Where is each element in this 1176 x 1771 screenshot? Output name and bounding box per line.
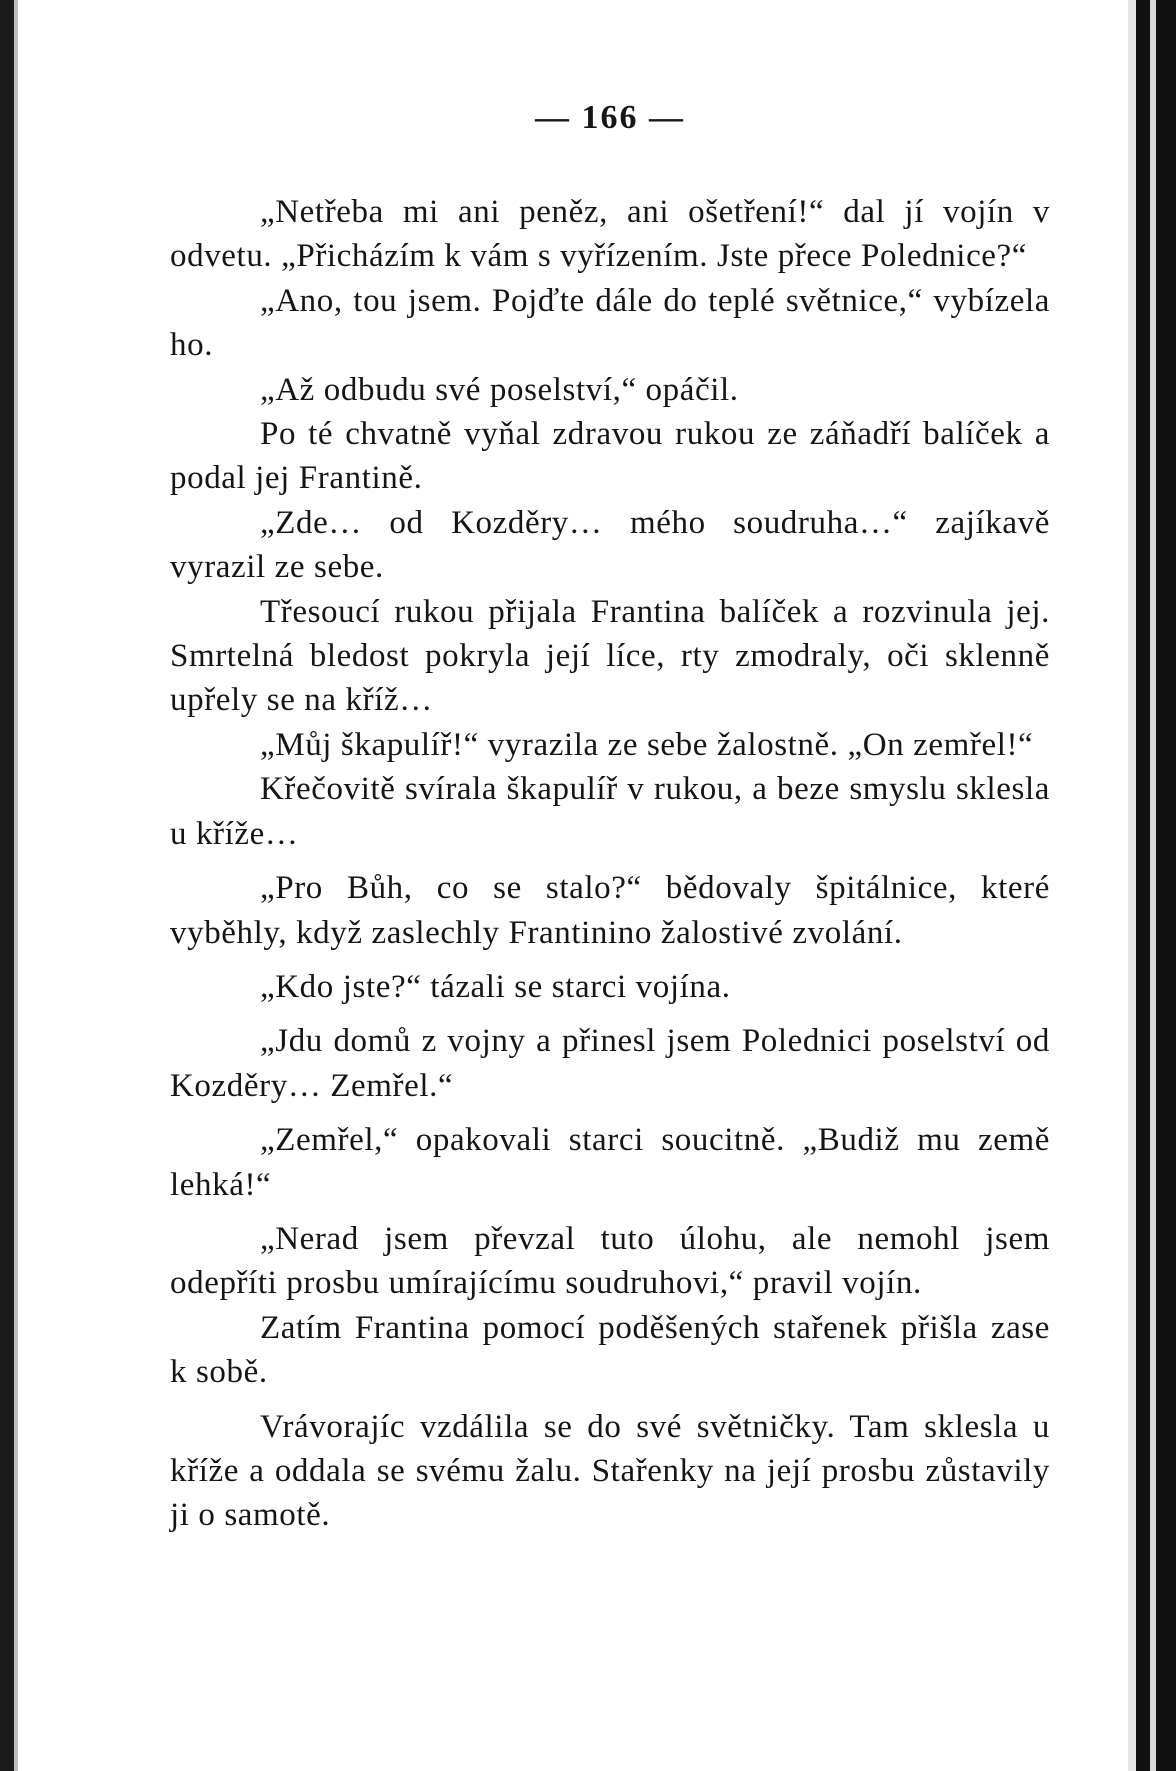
scan-edge-right-gap bbox=[1128, 0, 1136, 1771]
paragraph: Zatím Frantina pomocí poděšených stařenek přišla zase k sobě. bbox=[170, 1309, 1050, 1391]
paragraph: „Můj škapulíř!“ vyrazila ze sebe žalostně. „On zemřel!“ bbox=[260, 726, 1034, 763]
paragraph: Vrávorajíc vzdálila se do své světničky. Tam sklesla u kříže a oddala se svému žalu. Stařenky na její prosbu zůstavily ji o samotě. bbox=[170, 1408, 1050, 1534]
book-page bbox=[170, 96, 1050, 1538]
page-number: — 166 — bbox=[535, 99, 685, 136]
paragraph: „Zde… od Kozděry… mého soudruha…“ zajíkavě vyrazil ze sebe. bbox=[170, 504, 1050, 586]
paragraph: „Zemřel,“ opakovali starci soucitně. „Budiž mu země lehká!“ bbox=[170, 1122, 1050, 1203]
scan-edge-left bbox=[0, 0, 14, 1771]
paragraph: „Pro Bůh, co se stalo?“ bědovaly špitálnice, které vyběhly, když zaslechly Frantinino žalostivé zvolání. bbox=[170, 870, 1050, 951]
paragraph: „Kdo jste?“ tázali se starci vojína. bbox=[260, 968, 731, 1005]
paragraph: „Nerad jsem převzal tuto úlohu, ale nemohl jsem odepříti prosbu umírajícímu soudruhovi,“ pravil vojín. bbox=[170, 1220, 1050, 1302]
scan-edge-left-inner bbox=[14, 0, 18, 1771]
paragraph: Třesoucí rukou přijala Frantina balíček a rozvinula jej. Smrtelná bledost pokryla její líce, rty zmodraly, oči sklenně upřely se na kříž… bbox=[170, 593, 1050, 719]
paragraph: „Netřeba mi ani peněz, ani ošetření!“ dal jí vojín v odvetu. „Přicházím k vám s vyřízením. Jste přece Polednice?“ bbox=[170, 194, 1050, 275]
paragraph: Po té chvatně vyňal zdravou rukou ze záňadří balíček a podal jej Frantině. bbox=[170, 416, 1050, 497]
paragraph: „Ano, tou jsem. Pojďte dále do teplé světnice,“ vybízela ho. bbox=[170, 282, 1050, 364]
paragraph: „Až odbudu své poselství,“ opáčil. bbox=[260, 371, 739, 408]
paragraph: „Jdu domů z vojny a přinesl jsem Polednici poselství od Kozděry… Zemřel.“ bbox=[170, 1023, 1050, 1104]
scan-edge-right bbox=[1136, 0, 1176, 1771]
scan-edge-right-line bbox=[1150, 0, 1156, 1771]
paragraph: Křečovitě svírala škapulíř v rukou, a beze smyslu sklesla u kříže… bbox=[170, 771, 1050, 852]
